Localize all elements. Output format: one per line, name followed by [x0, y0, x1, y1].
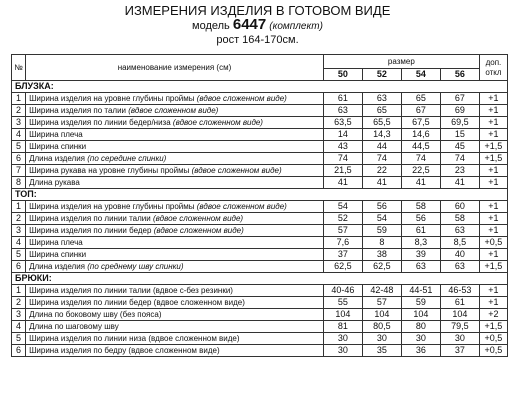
size-value: 59	[362, 225, 401, 237]
measurement-note: (вдвое сложенном виде)	[196, 94, 287, 103]
row-number: 3	[12, 117, 26, 129]
section-row	[12, 189, 508, 201]
size-value: 43	[323, 141, 362, 153]
table-row	[12, 321, 508, 333]
row-number: 4	[12, 129, 26, 141]
size-value: 61	[323, 93, 362, 105]
measurement-name: Длина по шаговому шву	[29, 322, 119, 331]
measurement-name-cell	[26, 117, 324, 129]
table-row	[12, 141, 508, 153]
size-value: 104	[323, 309, 362, 321]
measurement-name: Ширина спинки	[29, 250, 87, 259]
row-number: 5	[12, 333, 26, 345]
size-value: 23	[440, 165, 479, 177]
tolerance-value: +1	[479, 93, 507, 105]
document-title: ИЗМЕРЕНИЯ ИЗДЕЛИЯ В ГОТОВОМ ВИДЕ	[124, 3, 391, 18]
size-value: 65	[401, 93, 440, 105]
size-value: 61	[401, 225, 440, 237]
size-value: 30	[323, 345, 362, 357]
size-value: 35	[362, 345, 401, 357]
size-value: 80	[401, 321, 440, 333]
measurement-name: Ширина изделия по линии талии (вдвое с-без резинки)	[29, 286, 233, 295]
size-value: 74	[362, 153, 401, 165]
measurement-name-cell	[26, 333, 324, 345]
table-row	[12, 237, 508, 249]
size-value: 74	[440, 153, 479, 165]
size-value: 67	[440, 93, 479, 105]
size-value: 30	[401, 333, 440, 345]
measurement-name: Длина по боковому шву (без пояса)	[29, 310, 162, 319]
table-row	[12, 177, 508, 189]
size-value: 58	[401, 201, 440, 213]
size-value: 41	[323, 177, 362, 189]
measurement-note: (вдвое сложенном виде)	[153, 226, 244, 235]
measurement-name-cell	[26, 345, 324, 357]
measurement-note: (по среднему шву спинки)	[87, 262, 184, 271]
size-value: 54	[362, 213, 401, 225]
tolerance-value: +1,5	[479, 321, 507, 333]
size-value: 74	[323, 153, 362, 165]
size-value: 57	[362, 297, 401, 309]
section-row	[12, 273, 508, 285]
row-number: 6	[12, 153, 26, 165]
tolerance-value: +1	[479, 249, 507, 261]
size-value: 81	[323, 321, 362, 333]
table-row	[12, 117, 508, 129]
size-value: 46-53	[440, 285, 479, 297]
table-row	[12, 297, 508, 309]
size-header: 54	[401, 69, 440, 81]
measurement-name-cell	[26, 105, 324, 117]
size-value: 37	[440, 345, 479, 357]
size-value: 41	[362, 177, 401, 189]
table-row	[12, 345, 508, 357]
measurement-name-cell	[26, 309, 324, 321]
measurement-name: Ширина изделия по линии низа (вдвое сложенном виде)	[29, 334, 240, 343]
measurement-name: Ширина изделия по линии талии	[29, 214, 151, 223]
measurement-note: (вдвое сложенном виде)	[196, 202, 287, 211]
size-value: 56	[401, 213, 440, 225]
size-value: 63,5	[323, 117, 362, 129]
size-value: 62,5	[362, 261, 401, 273]
measurement-name-cell	[26, 201, 324, 213]
tolerance-value: +1	[479, 129, 507, 141]
measurement-name: Ширина изделия по линии бедер/низа	[29, 118, 171, 127]
row-number: 2	[12, 297, 26, 309]
measurement-name: Ширина изделия по бедру (вдвое сложенном виде)	[29, 346, 220, 355]
size-value: 8	[362, 237, 401, 249]
measurement-name-cell	[26, 261, 324, 273]
size-value: 15	[440, 129, 479, 141]
tolerance-value: +1	[479, 117, 507, 129]
measurement-name: Ширина плеча	[29, 130, 83, 139]
size-value: 60	[440, 201, 479, 213]
size-value: 38	[362, 249, 401, 261]
size-value: 67,5	[401, 117, 440, 129]
size-value: 40	[440, 249, 479, 261]
row-number: 8	[12, 177, 26, 189]
table-row	[12, 129, 508, 141]
size-value: 14	[323, 129, 362, 141]
section-title: ТОП:	[12, 189, 508, 201]
size-value: 63	[440, 261, 479, 273]
table-row	[12, 333, 508, 345]
measurement-name: Ширина изделия на уровне глубины проймы	[29, 94, 195, 103]
size-value: 61	[440, 297, 479, 309]
col-size-header: размер	[323, 55, 479, 69]
size-value: 67	[401, 105, 440, 117]
size-value: 42-48	[362, 285, 401, 297]
tolerance-value: +0,5	[479, 345, 507, 357]
row-number: 2	[12, 213, 26, 225]
size-value: 79,5	[440, 321, 479, 333]
height-range: рост 164-170см.	[216, 34, 299, 46]
size-value: 62,5	[323, 261, 362, 273]
size-header: 52	[362, 69, 401, 81]
size-header: 50	[323, 69, 362, 81]
row-number: 2	[12, 105, 26, 117]
size-value: 65,5	[362, 117, 401, 129]
measurements-table	[11, 54, 508, 357]
size-value: 63	[440, 225, 479, 237]
table-header-row	[12, 55, 508, 69]
row-number: 6	[12, 345, 26, 357]
size-value: 52	[323, 213, 362, 225]
tolerance-value: +0,5	[479, 237, 507, 249]
size-value: 44,5	[401, 141, 440, 153]
size-value: 41	[440, 177, 479, 189]
tolerance-value: +1,5	[479, 141, 507, 153]
size-value: 57	[323, 225, 362, 237]
section-title: БЛУЗКА:	[12, 81, 508, 93]
size-value: 69,5	[440, 117, 479, 129]
measurement-name-cell	[26, 213, 324, 225]
model-number: 6447	[232, 16, 267, 33]
measurement-name: Ширина рукава на уровне глубины проймы	[29, 166, 190, 175]
size-value: 69	[440, 105, 479, 117]
table-row	[12, 225, 508, 237]
measurement-name-cell	[26, 153, 324, 165]
size-value: 63	[323, 105, 362, 117]
table-row	[12, 285, 508, 297]
table-row	[12, 309, 508, 321]
size-value: 65	[362, 105, 401, 117]
tolerance-value: +1	[479, 225, 507, 237]
measurement-name-cell	[26, 165, 324, 177]
measurement-name-cell	[26, 141, 324, 153]
size-value: 30	[323, 333, 362, 345]
measurement-name: Ширина плеча	[29, 238, 83, 247]
size-value: 30	[440, 333, 479, 345]
measurement-note: (вдвое сложенном виде)	[128, 106, 219, 115]
tolerance-value: +1	[479, 285, 507, 297]
row-number: 3	[12, 309, 26, 321]
table-body	[12, 81, 508, 357]
measurement-name-cell	[26, 285, 324, 297]
size-value: 56	[362, 201, 401, 213]
tolerance-value: +0,5	[479, 333, 507, 345]
size-value: 14,6	[401, 129, 440, 141]
measurement-name-cell	[26, 297, 324, 309]
row-number: 6	[12, 261, 26, 273]
tolerance-value: +1,5	[479, 153, 507, 165]
size-value: 54	[323, 201, 362, 213]
measurement-name-cell	[26, 321, 324, 333]
size-value: 22,5	[401, 165, 440, 177]
tolerance-value: +1	[479, 213, 507, 225]
model-line	[0, 17, 515, 34]
row-number: 1	[12, 93, 26, 105]
size-value: 39	[401, 249, 440, 261]
measurement-name: Ширина изделия по линии бедер	[29, 226, 152, 235]
size-value: 30	[362, 333, 401, 345]
row-number: 1	[12, 285, 26, 297]
size-value: 8,5	[440, 237, 479, 249]
size-value: 36	[401, 345, 440, 357]
table-row	[12, 165, 508, 177]
table-row	[12, 201, 508, 213]
measurement-name: Длина изделия	[29, 154, 86, 163]
table-row	[12, 93, 508, 105]
size-value: 104	[362, 309, 401, 321]
col-number-header: №	[12, 55, 26, 81]
size-value: 63	[401, 261, 440, 273]
size-value: 44	[362, 141, 401, 153]
section-title: БРЮКИ:	[12, 273, 508, 285]
size-value: 55	[323, 297, 362, 309]
tolerance-value: +1,5	[479, 261, 507, 273]
tolerance-value: +2	[479, 309, 507, 321]
size-value: 41	[401, 177, 440, 189]
tolerance-value: +1	[479, 177, 507, 189]
table-row	[12, 213, 508, 225]
measurement-name-cell	[26, 225, 324, 237]
measurement-name: Длина изделия	[29, 262, 86, 271]
measurement-name: Ширина спинки	[29, 142, 87, 151]
size-value: 59	[401, 297, 440, 309]
tolerance-value: +1	[479, 297, 507, 309]
size-value: 45	[440, 141, 479, 153]
measurement-name: Длина рукава	[29, 178, 80, 187]
measurement-note: (вдвое сложенном виде)	[191, 166, 282, 175]
size-value: 63	[362, 93, 401, 105]
row-number: 7	[12, 165, 26, 177]
table-row	[12, 261, 508, 273]
size-value: 22	[362, 165, 401, 177]
size-value: 37	[323, 249, 362, 261]
measurement-note: (вдвое сложенном виде)	[172, 118, 263, 127]
size-value: 14,3	[362, 129, 401, 141]
size-value: 21,5	[323, 165, 362, 177]
section-row	[12, 81, 508, 93]
size-value: 74	[401, 153, 440, 165]
tolerance-value: +1	[479, 201, 507, 213]
row-number: 3	[12, 225, 26, 237]
row-number: 4	[12, 321, 26, 333]
size-value: 104	[440, 309, 479, 321]
tolerance-value: +1	[479, 105, 507, 117]
row-number: 1	[12, 201, 26, 213]
measurement-note: (вдвое сложенном виде)	[152, 214, 244, 223]
size-header: 56	[440, 69, 479, 81]
measurement-name-cell	[26, 237, 324, 249]
measurement-name: Ширина изделия по талии	[29, 106, 127, 115]
size-value: 8,3	[401, 237, 440, 249]
col-tolerance-header: доп. откл	[479, 55, 507, 81]
document-header	[0, 0, 515, 54]
measurement-name-cell	[26, 177, 324, 189]
measurement-name: Ширина изделия по линии бедер (вдвое сложенном виде)	[29, 298, 245, 307]
tolerance-value: +1	[479, 165, 507, 177]
size-value: 58	[440, 213, 479, 225]
row-number: 5	[12, 249, 26, 261]
col-name-header: наименование измерения (см)	[26, 55, 324, 81]
size-value: 80,5	[362, 321, 401, 333]
size-value: 104	[401, 309, 440, 321]
model-set: (комплект)	[269, 21, 323, 32]
table-row	[12, 105, 508, 117]
table-row	[12, 249, 508, 261]
measurement-name-cell	[26, 93, 324, 105]
row-number: 5	[12, 141, 26, 153]
measurement-name-cell	[26, 249, 324, 261]
measurement-name: Ширина изделия на уровне глубины проймы	[29, 202, 195, 211]
size-value: 7,6	[323, 237, 362, 249]
row-number: 4	[12, 237, 26, 249]
model-label: модель	[192, 20, 230, 32]
measurement-name-cell	[26, 129, 324, 141]
size-value: 40-46	[323, 285, 362, 297]
table-row	[12, 153, 508, 165]
size-value: 44-51	[401, 285, 440, 297]
measurement-note: (по середине спинки)	[87, 154, 167, 163]
